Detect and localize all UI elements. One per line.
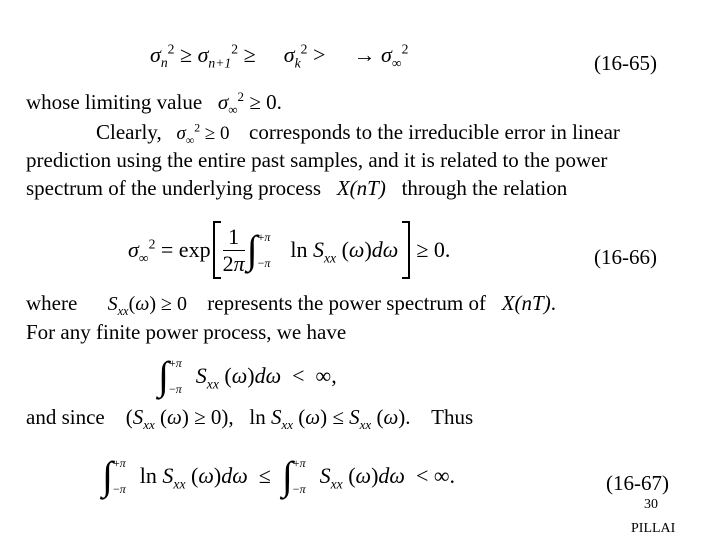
text-line-1 [26,89,282,118]
period: . [276,90,282,114]
equation-16-66: $\sigma_\infty^2 = \exp$ $\frac{1}{2\pi}$ ∫ +π −π $\ln S_{xx}$ (ω)dω ≥ 0. [128,220,450,280]
integral-sign: ∫ [246,227,258,272]
integral-limits-2: +π −π [168,356,182,396]
text-clearly: Clearly, [96,120,162,144]
text-line-4 [26,175,567,201]
integral-limits-3: +π −π [112,456,126,496]
text-line-3: prediction using the entire past samples, and it is related to the power [26,148,608,172]
equation-number-16-66: (16-66) [594,245,657,269]
x-of-nt-2: X(nT) [491,291,551,315]
text-spectrum-of-process: spectrum of the underlying process [26,176,322,200]
text-line-2 [96,119,620,147]
x-of-nt: X(nT) [326,176,397,200]
page-number: 30 [644,497,658,512]
text-corresponds: corresponds to the irreducible error in linear [249,120,620,144]
integral-sign-4: ∫ [281,453,293,498]
text-and-since: and since [26,405,105,429]
text-where-line [26,290,556,317]
sigma-inf-squared-ge-zero-2: $\sigma_\infty^2 \ge 0$ [176,121,244,147]
text-where: where [26,291,78,315]
integral-finite-inequality: ∫ +π −π $S_{xx}$ (ω)dω < ∞, [158,353,337,398]
and-since-math: ($S_{xx}$ (ω) ≥ 0), $\ln S_{xx}$ $(\omega) \le S_{xx}$ (ω). [109,405,427,433]
text-whose-limiting-value: whose limiting value [26,90,203,114]
equation-number-16-65: (16-65) [594,51,657,75]
equation-number-16-67: (16-67) [606,471,669,495]
integral-limits: +π −π [257,230,271,270]
integral-sign-3: ∫ [102,453,113,498]
text-thus: Thus [431,405,474,429]
sxx-ge-zero: $S_{xx}(\omega) \ge 0$ [107,293,202,318]
right-bracket [402,221,410,279]
period-2: . [550,291,556,315]
text-through-relation: through the relation [401,176,568,200]
text-finite-power: For any finite power process, we have [26,320,347,344]
integral-sign-2: ∫ [158,353,169,398]
text-represents: represents the power spectrum of [207,291,486,315]
left-bracket [213,221,221,279]
author-footer: PILLAI [631,521,676,536]
sigma-inf-squared-ge-zero: $\sigma_\infty^2 \ge 0$ [217,89,277,118]
text-and-since-line [26,404,474,433]
equation-16-67: ∫ +π −π $\ln S_{xx}$ (ω)dω ≤ ∫ +π −π $S_{xx}$ (ω)dω < ∞. [102,453,456,498]
integral-limits-4: +π −π [292,456,306,496]
fraction-one-over-two-pi: $\frac{1}{2\pi}$ [222,223,245,276]
equation-16-65: $\sigma_n^2 \ge \sigma_{n+1}^2$ ≥⃞ $\sigma_k^2$ >⃞ → $\sigma_\infty^2$ [150,41,409,71]
